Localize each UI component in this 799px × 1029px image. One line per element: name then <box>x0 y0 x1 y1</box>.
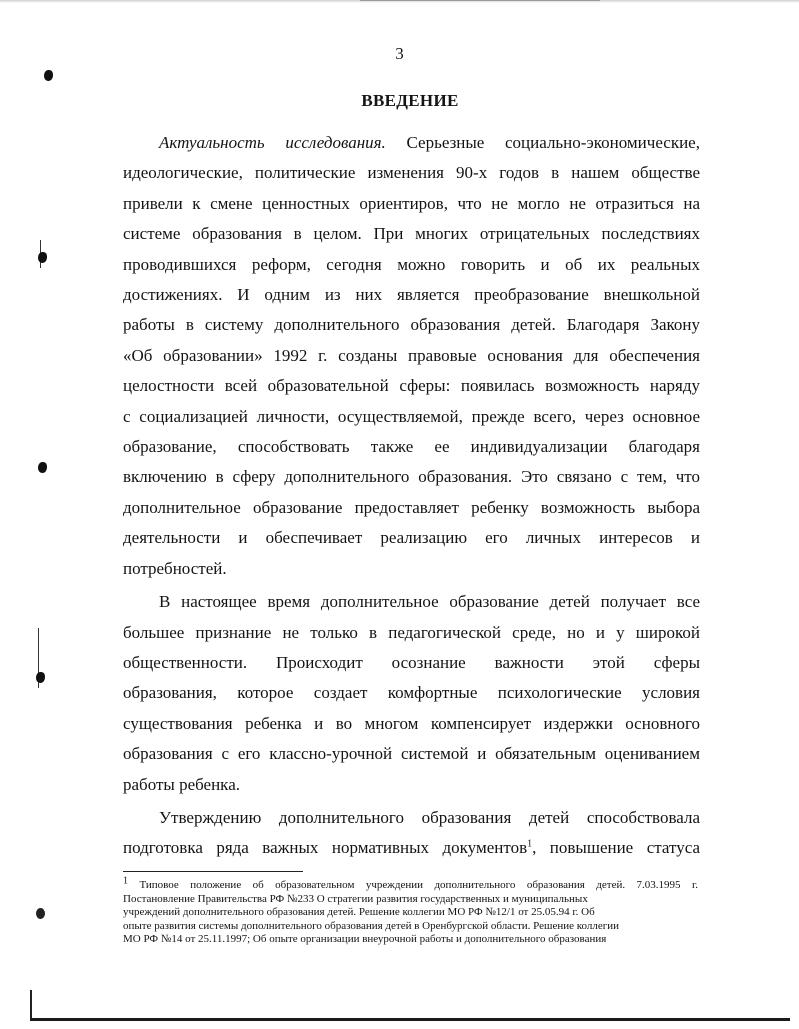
footnote-line: опыте развития системы дополнительного образования детей в Оренбургской области. Решение коллегии <box>123 919 620 932</box>
text-line: большее признание не только в педагогической среде, но и у широкой <box>123 622 700 642</box>
footnote-marker: 1 <box>123 875 128 887</box>
text-line: достижениях. И одним из них является преобразование внешкольной <box>123 285 700 305</box>
paragraph-documents <box>123 803 700 864</box>
binding-hole-mark <box>36 908 45 919</box>
text-line: Утверждению дополнительного образования детей способствовала <box>159 807 700 827</box>
text-line: дополнительное образование предоставляет ребенку возможность выбора <box>123 497 700 517</box>
text-line: проводившихся реформ, сегодня можно говорить и об их реальных <box>123 254 700 274</box>
text-line: деятельности и обеспечивает реализацию его личных интересов и <box>123 528 700 548</box>
italic-lead: Актуальность исследования. <box>159 133 386 152</box>
text-line: системе образования в целом. При многих отрицательных последствиях <box>123 224 700 244</box>
text-line: образования, которое создает комфортные психологические условия <box>123 683 700 703</box>
footnote-divider <box>123 871 303 872</box>
paragraph-relevance <box>123 128 700 584</box>
binding-hole-mark <box>44 70 53 81</box>
text-line: работы в систему дополнительного образования детей. Благодаря Закону <box>123 315 700 335</box>
footnote <box>123 875 698 947</box>
text-line: общественности. Происходит осознание важности этой сферы <box>123 652 700 672</box>
footnote-reference: 1 <box>527 838 533 850</box>
footnote-line: учреждений дополнительного образования детей. Решение коллегии МО РФ №12/1 от 25.05.94 г. Об <box>123 906 595 919</box>
text-line: Актуальность исследования. Серьезные социально-экономические, <box>159 133 700 152</box>
text-line: образование, способствовать также ее индивидуализации благодаря <box>123 437 700 457</box>
text-line: с социализацией личности, осуществляемой, прежде всего, через основное <box>123 406 700 426</box>
footnote-line: МО РФ №14 от 25.11.1997; Об опыте организации внеурочной работы и дополнительного образования <box>123 933 607 946</box>
text-line: привели к смене ценностных ориентиров, что не могло не отразиться на <box>123 193 700 213</box>
text-line: «Об образовании» 1992 г. созданы правовые основания для обеспечения <box>123 345 700 365</box>
page-number: 3 <box>395 44 404 63</box>
text-line: образования с его классно-урочной системой и обязательным оцениванием <box>123 744 700 764</box>
text-line: работы ребенка. <box>123 774 240 794</box>
scan-mark-top <box>360 0 600 3</box>
binding-hole-mark <box>38 252 47 263</box>
body-text <box>123 128 700 864</box>
paragraph-recognition <box>123 587 700 800</box>
text-line: целостности всей образовательной сферы: появилась возможность наряду <box>123 376 700 396</box>
footnote-line: $^1$ Типовое положение об образовательном учреждении дополнительного образования детей. 7.03.1995 г. <box>123 875 698 891</box>
text-line: включению в сферу дополнительного образования. Это связано с тем, что <box>123 467 700 487</box>
footnote-line: Постановление Правительства РФ №233 О стратегии развития государственных и муниципальных <box>123 892 588 905</box>
scan-edge-bottom <box>30 1018 790 1021</box>
text-line: существования ребенка и во многом компенсирует издержки основного <box>123 713 700 733</box>
binding-hole-mark <box>38 462 47 473</box>
binding-hole-mark <box>36 672 45 683</box>
text-line: идеологические, политические изменения 90-х годов в нашем обществе <box>123 163 700 183</box>
text-line: В настоящее время дополнительное образование детей получает все <box>159 592 700 612</box>
section-heading: ВВЕДЕНИЕ <box>361 91 459 110</box>
text-line: потребностей. <box>123 558 227 578</box>
text-line: подготовка ряда важных нормативных документов$^1$, повышение статуса <box>123 838 700 858</box>
scan-edge-left <box>30 990 32 1020</box>
